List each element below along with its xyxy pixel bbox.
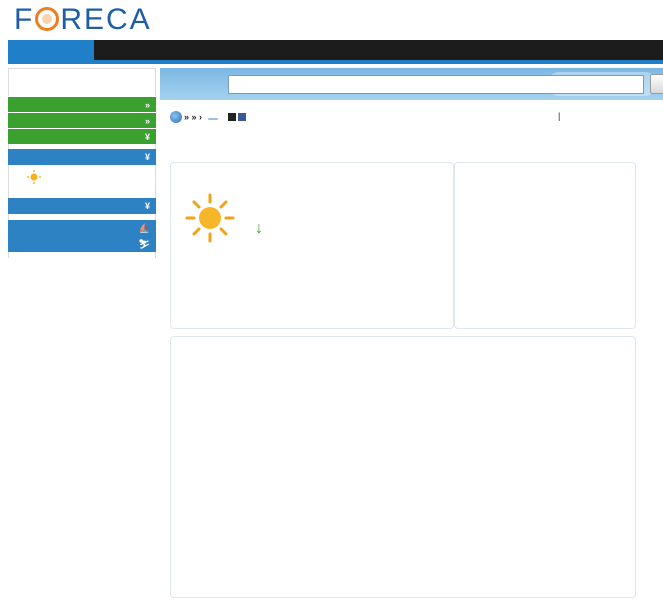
double-arrow-icon: »	[144, 100, 150, 110]
sun-icon	[185, 193, 235, 243]
settings-area: |	[558, 111, 561, 121]
globe-icon	[170, 111, 182, 123]
sidebar-section-sjoomraden[interactable]	[8, 220, 156, 236]
sidebar	[8, 68, 156, 258]
sidebar-section-mest-populara[interactable]	[8, 198, 156, 214]
search-button[interactable]	[650, 74, 663, 94]
double-arrow-icon: »	[144, 116, 150, 126]
tab-batvadret[interactable]	[100, 40, 124, 60]
ski-country-list[interactable]	[8, 252, 156, 258]
facebook-icon[interactable]	[238, 113, 246, 121]
search-bar	[160, 68, 663, 100]
sidebar-item-10-dygnsprognos[interactable]	[8, 112, 156, 128]
share-icon[interactable]	[228, 113, 236, 121]
sidebar-section-senaste-orter[interactable]	[8, 149, 156, 165]
sidebar-place-title	[8, 68, 156, 96]
chevron-down-icon: ¥	[144, 132, 150, 142]
search-input[interactable]	[228, 75, 644, 94]
recent-place[interactable]	[8, 165, 156, 198]
forecast-chart	[171, 337, 637, 599]
add-to-my-weather-button[interactable]	[208, 118, 218, 120]
sidebar-item-vaderkartor[interactable]	[8, 128, 156, 144]
wind-arrow-icon: ↓	[255, 220, 263, 237]
chevron-down-icon: ¥	[144, 201, 150, 211]
nav-divider	[8, 60, 663, 64]
detail-forecast-panel	[170, 336, 636, 598]
sun-icon	[27, 170, 41, 184]
breadcrumb: » » ›	[170, 111, 246, 123]
foreca-logo[interactable]: F RECA	[14, 3, 152, 36]
tab-prognoser[interactable]	[8, 40, 94, 60]
sidebar-section-skidrapport[interactable]	[8, 236, 156, 252]
top-navigation	[8, 40, 663, 60]
outlook-panel	[454, 162, 636, 329]
chevron-down-icon: ¥	[144, 152, 150, 162]
sidebar-item-lokalvader[interactable]	[8, 96, 156, 112]
boat-icon: ⛵	[138, 223, 150, 233]
skier-icon: ⛷	[138, 239, 150, 249]
observations-panel	[170, 162, 454, 329]
